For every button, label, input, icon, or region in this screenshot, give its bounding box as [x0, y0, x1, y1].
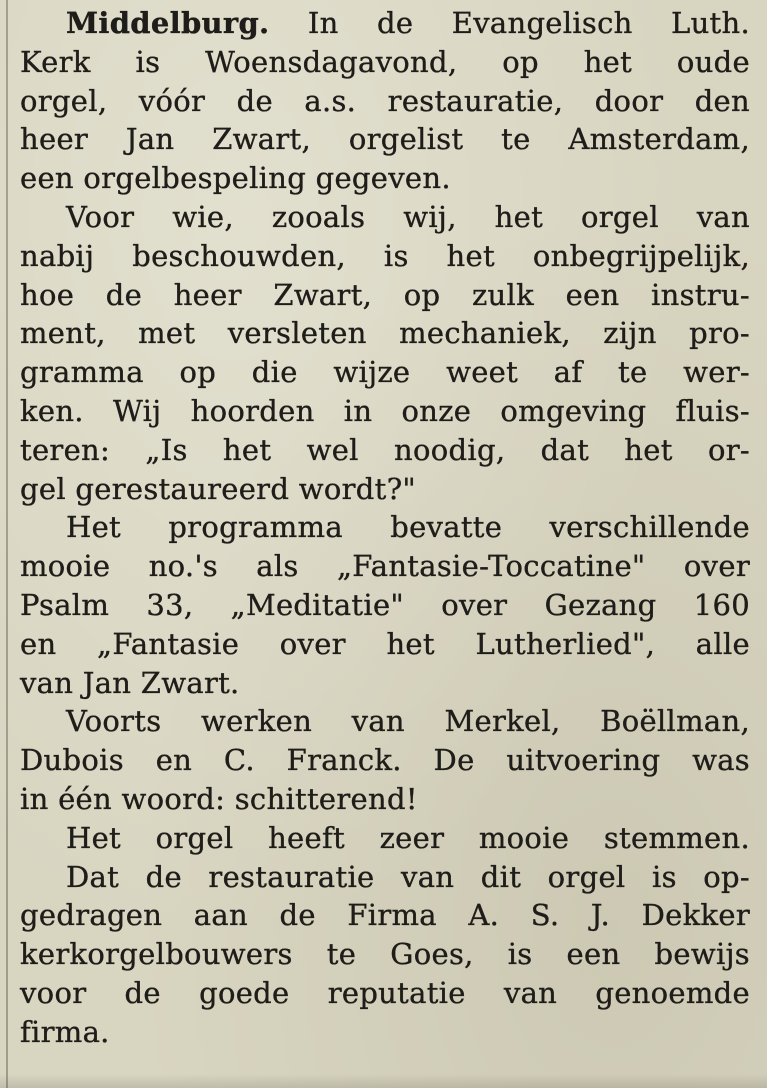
article-line-25: kerkorgelbouwers te Goes, is een bewijs	[20, 937, 750, 972]
article-line-7: nabij beschouwden, is het onbegrijpelijk,	[20, 238, 750, 273]
article-line-19: Voorts werken van Merkel, Boëllman,	[66, 704, 750, 739]
article-line-12: teren: „Is het wel noodig, dat het or-	[20, 432, 750, 467]
article-line-15: mooie no.'s als „Fantasie-Toccatine" over	[20, 549, 750, 584]
article-line-1	[20, 4, 750, 43]
article-line-1-text: In de Evangelisch Luth.	[307, 6, 750, 40]
article-line-8: hoe de heer Zwart, op zulk een instru-	[20, 277, 750, 312]
article-line-18: van Jan Zwart.	[20, 665, 240, 700]
article-line-17: en „Fantasie over het Lutherlied", alle	[20, 626, 750, 661]
article-line-16: Psalm 33, „Meditatie" over Gezang 160	[20, 587, 750, 622]
article-line-26: voor de goede reputatie van genoemde	[20, 975, 750, 1010]
article-line-23: Dat de restauratie van dit orgel is op-	[66, 859, 750, 894]
page-edge-shadow	[0, 1074, 767, 1088]
article-line-27: firma.	[20, 1014, 110, 1049]
article-line-4: heer Jan Zwart, orgelist te Amsterdam,	[20, 122, 750, 157]
article-line-14: Het programma bevatte verschillende	[66, 510, 750, 545]
article-line-10: gramma op die wijze weet af te wer-	[20, 355, 750, 390]
article-line-13: gel gerestaureerd wordt?"	[20, 471, 417, 506]
article-line-6: Voor wie, zooals wij, het orgel van	[66, 199, 750, 234]
article-line-24: gedragen aan de Firma A. S. J. Dekker	[20, 898, 750, 933]
column-rule	[6, 0, 8, 1088]
article-line-22: Het orgel heeft zeer mooie stemmen.	[66, 820, 750, 855]
article-body	[20, 4, 750, 1052]
article-line-9: ment, met versleten mechaniek, zijn pro-	[20, 316, 750, 351]
dateline: Middelburg.	[66, 6, 270, 40]
article-line-2: Kerk is Woensdagavond, op het oude	[20, 44, 750, 79]
article-line-21: in één woord: schitterend!	[20, 781, 418, 816]
article-line-20: Dubois en C. Franck. De uitvoering was	[20, 743, 750, 778]
article-line-3: orgel, vóór de a.s. restauratie, door den	[20, 83, 750, 118]
article-line-11: ken. Wij hoorden in onze omgeving fluis-	[20, 393, 750, 428]
article-line-5: een orgelbespeling gegeven.	[20, 161, 451, 196]
